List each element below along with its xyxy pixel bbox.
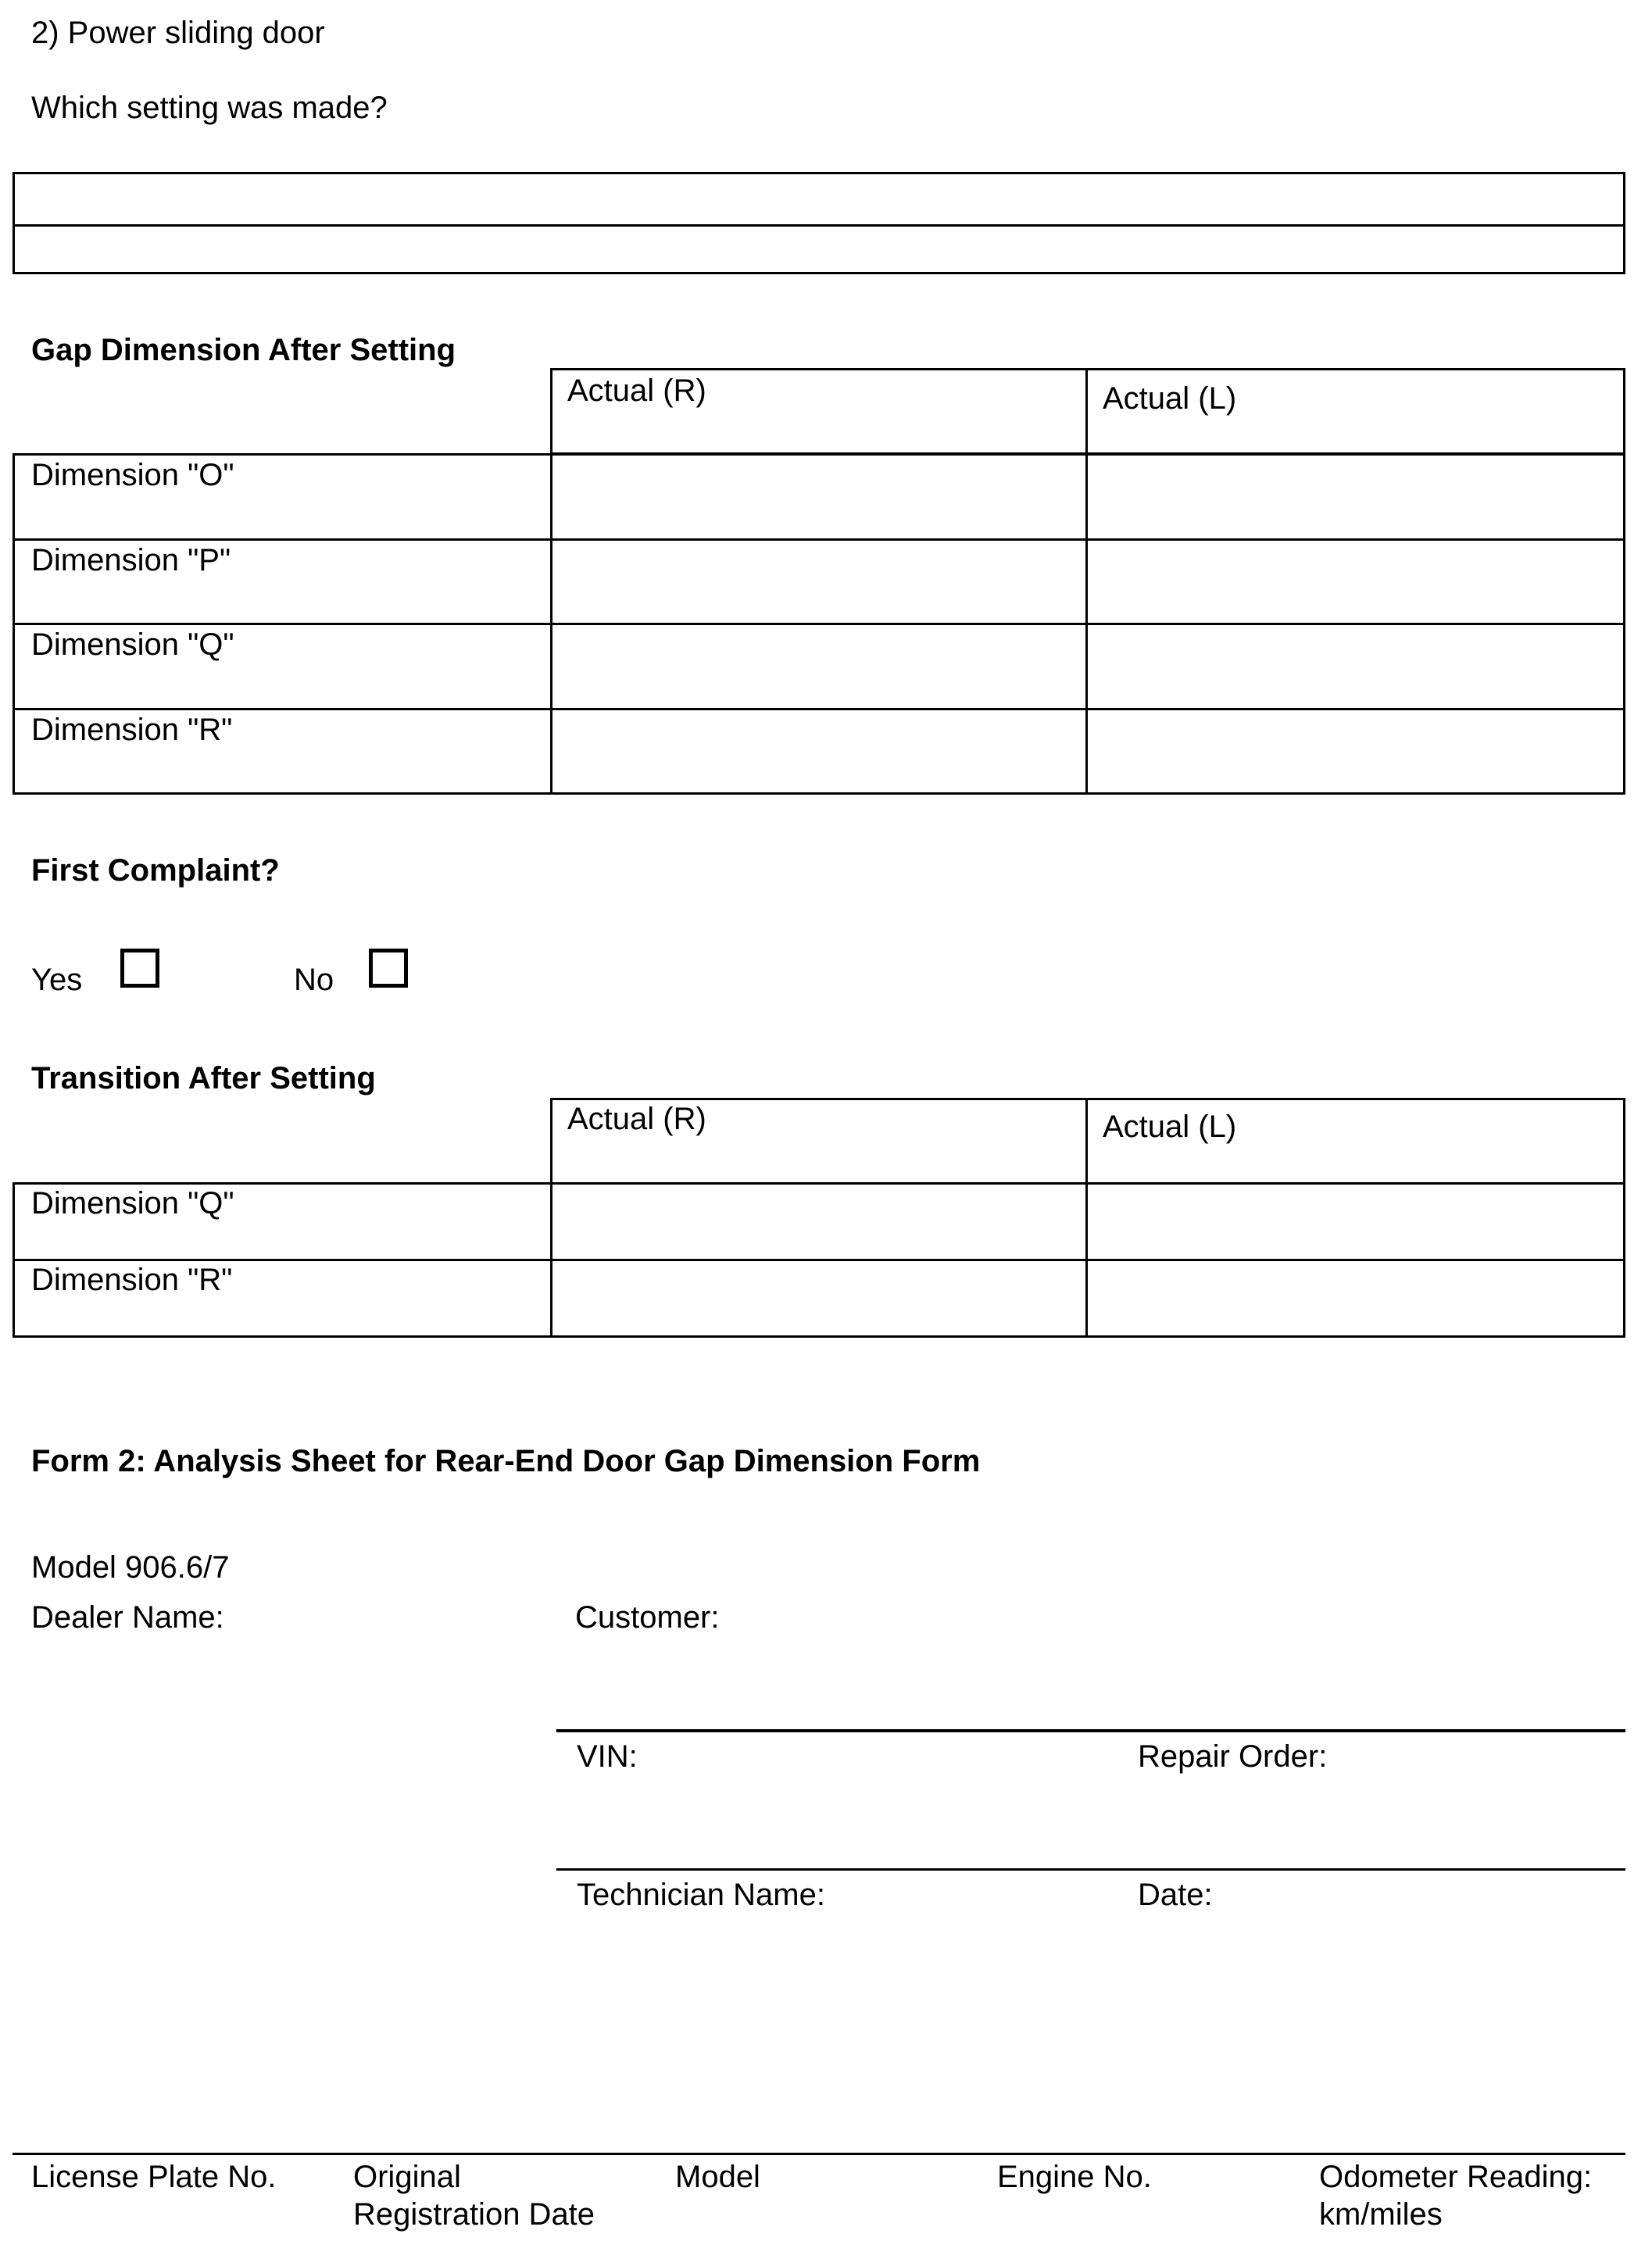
transition-r-actual-l-cell[interactable] bbox=[1090, 1263, 1621, 1333]
gap-col-actual-l: Actual (L) bbox=[1103, 381, 1237, 416]
transition-row-label: Dimension "Q" bbox=[31, 1186, 234, 1221]
gap-r-actual-l-cell[interactable] bbox=[1090, 713, 1621, 790]
gap-q-actual-r-cell[interactable] bbox=[555, 627, 1083, 706]
transition-col-divider-l bbox=[1085, 1098, 1088, 1338]
transition-q-actual-r-cell[interactable] bbox=[555, 1187, 1083, 1256]
setting-answer-divider bbox=[13, 224, 1625, 227]
license-plate-label: License Plate No. bbox=[31, 2160, 277, 2194]
form2-title: Form 2: Analysis Sheet for Rear-End Door Gap Dimension Form bbox=[31, 1444, 981, 1478]
transition-col-actual-r: Actual (R) bbox=[567, 1102, 706, 1136]
transition-r-actual-r-cell[interactable] bbox=[555, 1263, 1083, 1333]
vin-divider bbox=[556, 1868, 1625, 1871]
repair-order-label: Repair Order: bbox=[1138, 1739, 1328, 1774]
yes-checkbox[interactable] bbox=[120, 949, 159, 988]
original-registration-label: Original bbox=[353, 2160, 461, 2194]
footer-model-label: Model bbox=[675, 2160, 760, 2194]
original-registration-label-2: Registration Date bbox=[353, 2197, 595, 2232]
gap-col-divider-l bbox=[1085, 368, 1088, 795]
yes-label: Yes bbox=[31, 963, 83, 997]
technician-name-label: Technician Name: bbox=[577, 1878, 825, 1912]
setting-answer-field-1[interactable] bbox=[17, 177, 1621, 222]
gap-table-header bbox=[550, 368, 1625, 455]
model-label: Model 906.6/7 bbox=[31, 1550, 230, 1585]
section-title: 2) Power sliding door bbox=[31, 16, 325, 50]
gap-o-actual-r-cell[interactable] bbox=[555, 458, 1083, 536]
gap-row-label: Dimension "P" bbox=[31, 543, 231, 577]
no-checkbox[interactable] bbox=[369, 949, 408, 988]
gap-q-actual-l-cell[interactable] bbox=[1090, 627, 1621, 706]
setting-answer-field-2[interactable] bbox=[17, 229, 1621, 270]
footer-divider bbox=[13, 2153, 1625, 2155]
transition-row-divider bbox=[13, 1259, 1625, 1261]
odometer-units-label: km/miles bbox=[1319, 2197, 1443, 2232]
transition-table-header bbox=[550, 1098, 1625, 1185]
customer-divider bbox=[556, 1729, 1625, 1732]
gap-row-divider bbox=[13, 538, 1625, 541]
transition-q-actual-l-cell[interactable] bbox=[1090, 1187, 1621, 1256]
vin-label: VIN: bbox=[577, 1739, 638, 1774]
gap-row-label: Dimension "O" bbox=[31, 458, 234, 492]
transition-row-label: Dimension "R" bbox=[31, 1263, 233, 1297]
gap-r-actual-r-cell[interactable] bbox=[555, 713, 1083, 790]
gap-row-label: Dimension "R" bbox=[31, 713, 233, 747]
gap-p-actual-l-cell[interactable] bbox=[1090, 543, 1621, 620]
engine-no-label: Engine No. bbox=[997, 2160, 1152, 2194]
gap-p-actual-r-cell[interactable] bbox=[555, 543, 1083, 620]
complaint-heading: First Complaint? bbox=[31, 853, 280, 888]
no-label: No bbox=[294, 963, 334, 997]
gap-o-actual-l-cell[interactable] bbox=[1090, 458, 1621, 536]
odometer-label: Odometer Reading: bbox=[1319, 2160, 1593, 2194]
gap-col-actual-r: Actual (R) bbox=[567, 374, 706, 408]
date-label: Date: bbox=[1138, 1878, 1213, 1912]
gap-heading: Gap Dimension After Setting bbox=[31, 333, 456, 367]
transition-col-actual-l: Actual (L) bbox=[1103, 1110, 1237, 1144]
gap-row-divider bbox=[13, 708, 1625, 710]
gap-row-divider bbox=[13, 623, 1625, 625]
setting-question: Which setting was made? bbox=[31, 91, 388, 125]
customer-label: Customer: bbox=[575, 1600, 720, 1635]
dealer-name-label: Dealer Name: bbox=[31, 1600, 224, 1635]
transition-heading: Transition After Setting bbox=[31, 1061, 376, 1095]
gap-row-label: Dimension "Q" bbox=[31, 627, 234, 662]
